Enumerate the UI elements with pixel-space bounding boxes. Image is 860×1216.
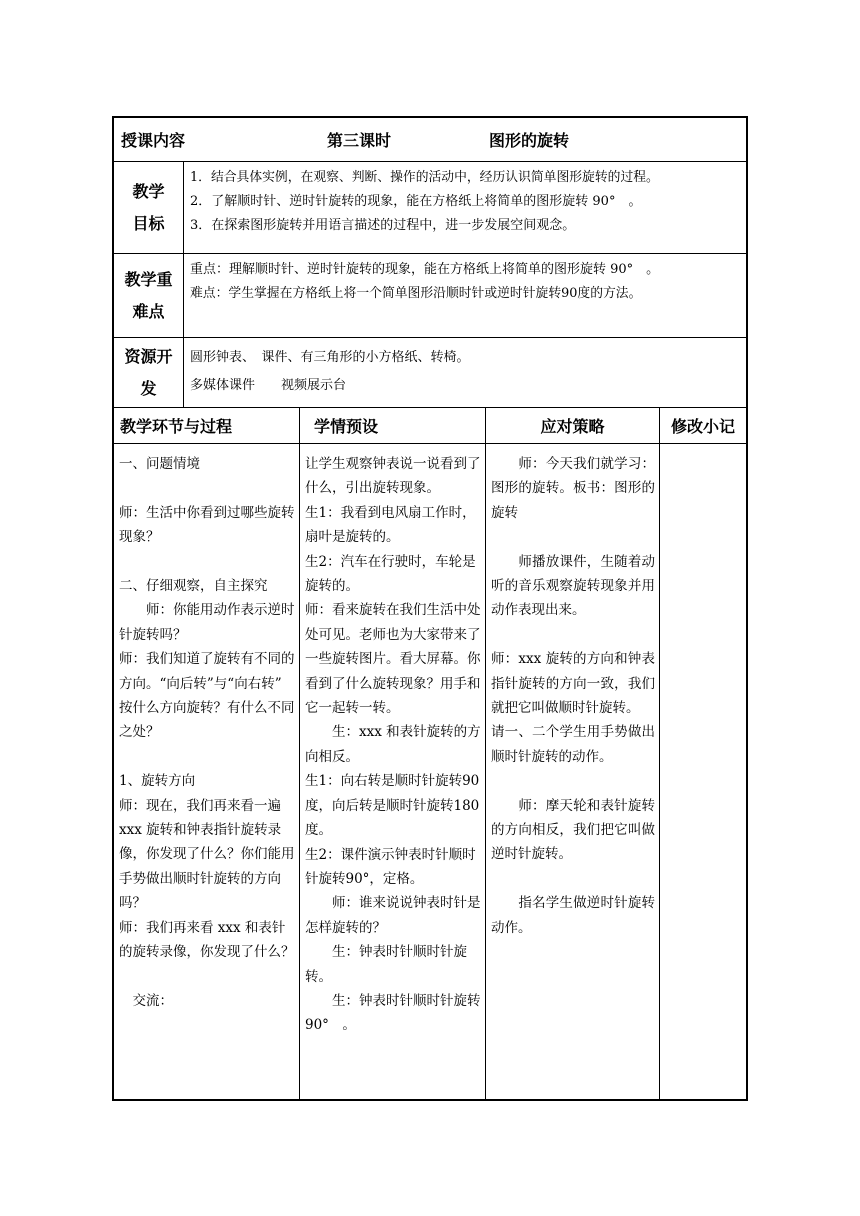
- strategy-line: 师：今天我们就学习：图形的旋转。板书：图形的旋转: [491, 456, 655, 521]
- column-prediction: 学情预设: [300, 408, 486, 443]
- notes-cell: [660, 444, 746, 1099]
- resources-content: [184, 338, 746, 407]
- keypoints-content: [184, 254, 746, 337]
- lesson-topic: 图形的旋转: [489, 131, 570, 150]
- goals-label: 教学 目标: [114, 162, 184, 253]
- column-strategy: 应对策略: [486, 408, 660, 443]
- prediction-line: 师：看来旋转在我们生活中处处可见。老师也为大家带来了一些旋转图片。看大屏幕。你看到了什么旋转现象？用手和它一起转一转。: [305, 602, 481, 717]
- lesson-plan-table: [112, 116, 748, 1101]
- process-line: 师：生活中你看到过哪些旋转现象？: [119, 504, 295, 546]
- prediction-cell: [300, 444, 486, 1099]
- goals-row: [114, 162, 746, 254]
- process-line: 师：我们再来看 xxx 和表针的旋转录像，你发现了什么？: [119, 919, 295, 961]
- process-cell: [114, 444, 300, 1099]
- prediction-line: 生：xxx 和表针旋转的方向相反。: [305, 724, 481, 765]
- prediction-line: 生2：汽车在行驶时，车轮是旋转的。: [305, 553, 476, 595]
- prediction-line: 生1：向右转是顺时针旋转90度，向后转是顺时针旋转180度。: [305, 773, 480, 839]
- goal-item: 2．了解顺时针、逆时针旋转的现象，能在方格纸上将简单的图形旋转 90° 。: [190, 194, 642, 209]
- process-line: 交流：: [119, 992, 173, 1009]
- process-line: 师：现在，我们再来看一遍 xxx 旋转和钟表指针旋转录像，你发现了什么？你们能用手势做出顺时针旋转的方向吗？: [119, 797, 295, 912]
- lesson-header-row: [114, 118, 746, 162]
- process-line: 师：你能用动作表示逆时针旋转吗？: [119, 602, 295, 643]
- prediction-line: 生：钟表时针顺时针旋转。: [305, 944, 467, 985]
- prediction-line: 生2：课件演示钟表时针顺时针旋转90°，定格。: [305, 846, 476, 887]
- process-line: 二、仔细观察，自主探究: [119, 578, 268, 594]
- keypoints-row: [114, 254, 746, 338]
- process-line: 一、问题情境: [119, 456, 200, 472]
- column-header-row: [114, 408, 746, 444]
- resource-item: 多媒体课件 视频展示台: [190, 378, 347, 393]
- resource-item: 圆形钟表、 课件、有三角形的小方格纸、转椅。: [190, 350, 470, 365]
- strategy-cell: [486, 444, 660, 1099]
- goal-item: 1．结合具体实例，在观察、判断、操作的活动中，经历认识简单图形旋转的过程。: [190, 170, 659, 185]
- strategy-line: 指名学生做逆时针旋转动作。: [491, 895, 655, 936]
- resources-label: 资源开 发: [114, 338, 184, 407]
- column-process: 教学环节与过程: [114, 408, 300, 443]
- resources-row: [114, 338, 746, 408]
- strategy-line: 师播放课件，生随着动听的音乐观察旋转现象并用动作表现出来。: [491, 553, 655, 619]
- process-line: 1、旋转方向: [119, 773, 196, 790]
- goals-content: [184, 162, 746, 253]
- keypoint-item: 难点：学生掌握在方格纸上将一个简单图形沿顺时针或逆时针旋转90度的方法。: [190, 286, 642, 301]
- keypoints-label: 教学重 难点: [114, 254, 184, 337]
- prediction-line: 生：钟表时针顺时针旋转90° 。: [305, 992, 481, 1034]
- column-notes: 修改小记: [670, 417, 735, 436]
- prediction-line: 生1：我看到电风扇工作时，扇叶是旋转的。: [305, 504, 476, 546]
- lesson-number: 第三课时: [327, 131, 392, 150]
- prediction-line: 师：谁来说说钟表时针是怎样旋转的？: [305, 895, 481, 936]
- prediction-line: 让学生观察钟表说一说看到了什么，引出旋转现象。: [305, 456, 481, 497]
- lesson-body-row: [114, 444, 746, 1099]
- strategy-line: 师：xxx 旋转的方向和钟表指针旋转的方向一致，我们就把它叫做顺时针旋转。: [491, 651, 655, 717]
- content-label: 授课内容: [121, 131, 186, 150]
- strategy-line: 师：摩天轮和表针旋转的方向相反，我们把它叫做逆时针旋转。: [491, 797, 655, 863]
- keypoint-item: 重点：理解顺时针、逆时针旋转的现象，能在方格纸上将简单的图形旋转 90° 。: [190, 262, 660, 277]
- goal-item: 3．在探索图形旋转并用语言描述的过程中，进一步发展空间观念。: [190, 218, 576, 233]
- process-line: 师：我们知道了旋转有不同的方向。“向后转”与“向右转” 按什么方向旋转？有什么不同之处？: [119, 651, 295, 741]
- strategy-line: 请一、二个学生用手势做出顺时针旋转的动作。: [491, 724, 655, 765]
